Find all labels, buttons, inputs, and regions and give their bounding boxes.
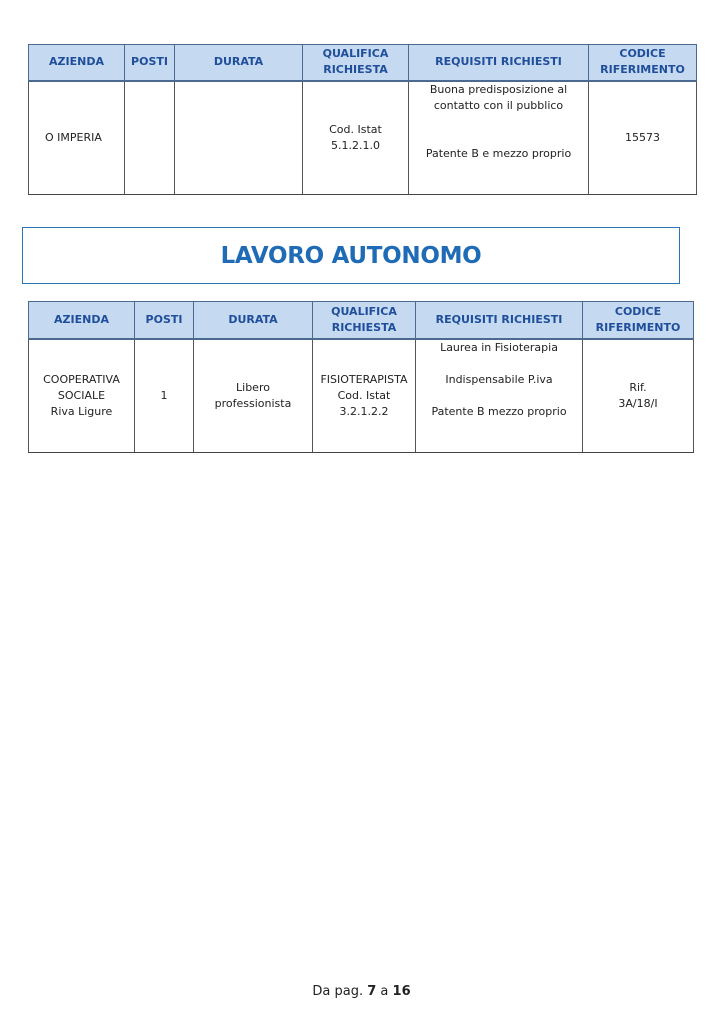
header-codice [583, 302, 694, 339]
header-requisiti: REQUISITI RICHIESTI [409, 45, 589, 81]
qualifica-line2: 5.1.2.1.0 [331, 138, 380, 152]
qualifica-line2: Cod. Istat [337, 388, 391, 402]
header-qualifica [303, 45, 409, 81]
requisiti-line1: Laurea in Fisioterapia [440, 340, 558, 354]
requisiti-line2: Indispensabile P.iva [445, 372, 553, 386]
cell-azienda: O IMPERIA [29, 81, 125, 195]
header-qualifica-line2: RICHIESTA [323, 63, 388, 77]
cell-azienda [29, 339, 135, 453]
header-qualifica-line1: QUALIFICA [331, 304, 397, 318]
requisiti-line3: Patente B mezzo proprio [431, 404, 567, 418]
header-codice-line1: CODICE [619, 47, 666, 61]
header-azienda: AZIENDA [29, 302, 135, 339]
header-azienda: AZIENDA [29, 45, 125, 81]
header-durata: DURATA [194, 302, 313, 339]
table-header-row [29, 302, 694, 339]
azienda-line2: SOCIALE [57, 388, 106, 402]
cell-requisiti [416, 339, 583, 453]
footer-prefix: Da pag. [312, 984, 364, 999]
durata-line2: professionista [214, 396, 292, 410]
codice-line1: Rif. [629, 380, 647, 394]
table-header-row [29, 45, 697, 81]
table-row [29, 81, 697, 195]
requisiti-line2: contatto con il pubblico [433, 98, 564, 112]
requisiti-line1: Buona predisposizione al [429, 82, 568, 96]
header-posti: POSTI [135, 302, 194, 339]
header-qualifica-line2: RICHIESTA [331, 320, 397, 334]
cell-qualifica [303, 81, 409, 195]
cell-posti: 1 [135, 339, 194, 453]
azienda-line1: COOPERATIVA [43, 372, 120, 386]
page-footer [0, 984, 723, 999]
cell-codice: 15573 [589, 81, 697, 195]
header-qualifica [313, 302, 416, 339]
header-posti: POSTI [125, 45, 175, 81]
cell-durata [175, 81, 303, 195]
section-banner [22, 227, 680, 284]
cell-codice [583, 339, 694, 453]
cell-durata [194, 339, 313, 453]
header-codice-line2: RIFERIMENTO [600, 63, 685, 77]
table-row [29, 339, 694, 453]
cell-requisiti [409, 81, 589, 195]
section-title: LAVORO AUTONOMO [220, 242, 482, 269]
codice-line2: 3A/18/I [618, 396, 658, 410]
qualifica-line1: Cod. Istat [329, 122, 382, 136]
qualifica-line1: FISIOTERAPISTA [320, 372, 408, 386]
footer-total-pages: 16 [392, 984, 411, 999]
header-codice-line2: RIFERIMENTO [595, 320, 681, 334]
header-codice [589, 45, 697, 81]
cell-posti [125, 81, 175, 195]
header-qualifica-line1: QUALIFICA [322, 47, 389, 61]
self-employment-table [28, 301, 694, 453]
requisiti-line3: Patente B e mezzo proprio [425, 146, 572, 160]
cell-qualifica [313, 339, 416, 453]
footer-separator: a [380, 984, 389, 999]
footer-current-page: 7 [367, 984, 377, 999]
header-durata: DURATA [175, 45, 303, 81]
qualifica-line3: 3.2.1.2.2 [339, 404, 389, 418]
durata-line1: Libero [236, 380, 270, 394]
header-requisiti: REQUISITI RICHIESTI [416, 302, 583, 339]
job-offers-table [28, 44, 697, 195]
header-codice-line1: CODICE [614, 304, 662, 318]
azienda-line3: Riva Ligure [50, 404, 113, 418]
